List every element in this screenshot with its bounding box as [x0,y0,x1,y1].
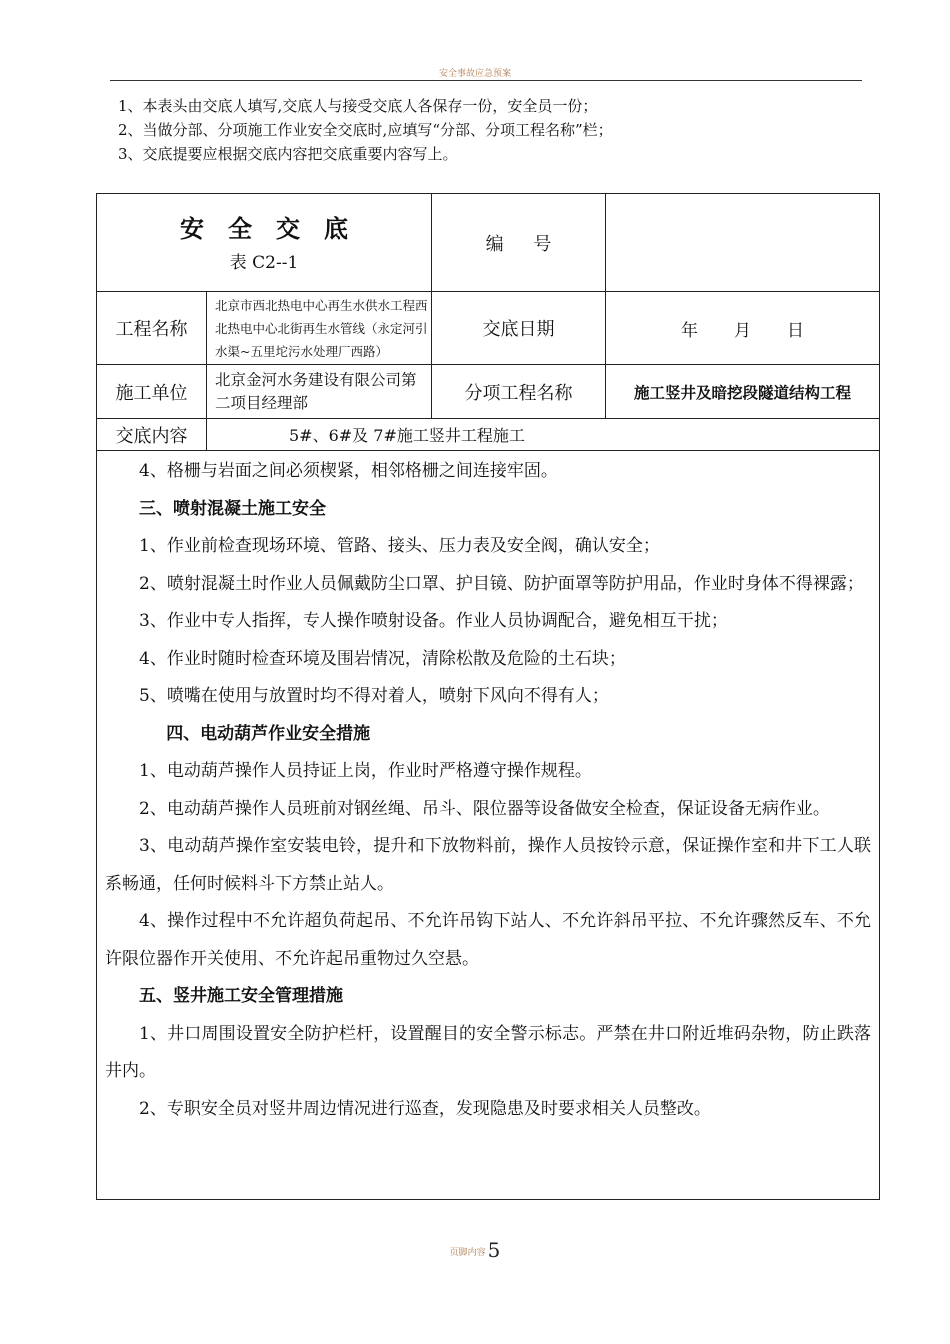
body-paragraph: 4、操作过程中不允许超负荷起吊、不允许吊钩下站人、不允许斜吊平拉、不允许骤然反车、不允许限位器作开关使用、不允许起吊重物过久空悬。 [105,911,871,969]
date-month: 月 [734,320,751,341]
note-3: 3、交底提要应根据交底内容把交底重要内容写上。 [118,145,458,163]
body-paragraph: 2、电动葫芦操作人员班前对钢丝绳、吊斗、限位器等设备做安全检查，保证设备无病作业。 [139,798,830,819]
content-value: 5#、6#及 7#施工竖井工程施工 [207,419,880,451]
unit-label: 施工单位 [97,365,207,419]
date-day: 日 [787,320,804,341]
footer-label: 页脚内容 [449,1248,486,1258]
number-label: 编 号 [432,194,606,292]
page-number: 5 [487,1238,501,1262]
form-title-cell [97,194,432,292]
project-name-value: 北京市西北热电中心再生水供水工程西北热电中心北街再生水管线（永定河引水渠~五里坨污水处理厂西路） [207,292,432,365]
body-paragraph: 1、作业前检查现场环境、管路、接头、压力表及安全阀，确认安全； [139,536,660,556]
briefing-body [97,451,880,1200]
body-paragraph: 2、专职安全员对竖井周边情况进行巡查，发现隐患及时要求相关人员整改。 [139,1098,711,1119]
subproject-label: 分项工程名称 [432,365,606,419]
form-title: 安全交底 [180,213,372,243]
subproject-value: 施工竖井及暗挖段隧道结构工程 [606,365,880,419]
body-paragraph: 3、电动葫芦操作室安装电铃，提升和下放物料前，操作人员按铃示意，保证操作室和井下工人联系畅通，任何时候料斗下方禁止站人。 [105,836,871,894]
project-name-label: 工程名称 [97,292,207,365]
running-header: 安全事故应急预案 [438,69,511,79]
body-paragraph: 4、格栅与岩面之间必须楔紧，相邻格栅之间连接牢固。 [139,461,558,481]
content-label: 交底内容 [97,419,207,451]
body-paragraph: 2、喷射混凝土时作业人员佩戴防尘口罩、护目镜、防护面罩等防护用品，作业时身体不得裸露； [139,573,864,594]
body-paragraph: 5、喷嘴在使用与放置时均不得对着人，喷射下风向不得有人； [139,686,609,706]
date-label: 交底日期 [432,292,606,365]
note-1: 1、本表头由交底人填写,交底人与接受交底人各保存一份，安全员一份； [118,97,598,115]
body-paragraph: 4、作业时随时检查环境及围岩情况，清除松散及危险的土石块； [139,648,626,669]
unit-value: 北京金河水务建设有限公司第二项目经理部 [207,365,432,419]
note-2: 2、当做分部、分项施工作业安全交底时,应填写“分部、分项工程名称”栏； [118,121,613,139]
form-notes [118,94,613,166]
form-code: 表 C2--1 [229,252,299,273]
page-footer [0,1238,950,1262]
body-paragraph: 1、电动葫芦操作人员持证上岗，作业时严格遵守操作规程。 [139,761,592,781]
header-rule [110,80,862,81]
date-year: 年 [681,320,698,341]
section-heading: 四、电动葫芦作业安全措施 [166,723,371,744]
body-paragraph: 1、井口周围设置安全防护栏杆，设置醒目的安全警示标志。严禁在井口附近堆码杂物，防止跌落井内。 [105,1023,871,1081]
number-value [606,194,880,292]
date-value [606,292,880,365]
safety-briefing-form [96,193,880,1200]
section-heading: 五、竖井施工安全管理措施 [139,986,343,1006]
section-heading: 三、喷射混凝土施工安全 [139,498,326,519]
body-paragraph: 3、作业中专人指挥，专人操作喷射设备。作业人员协调配合，避免相互干扰； [139,611,728,631]
